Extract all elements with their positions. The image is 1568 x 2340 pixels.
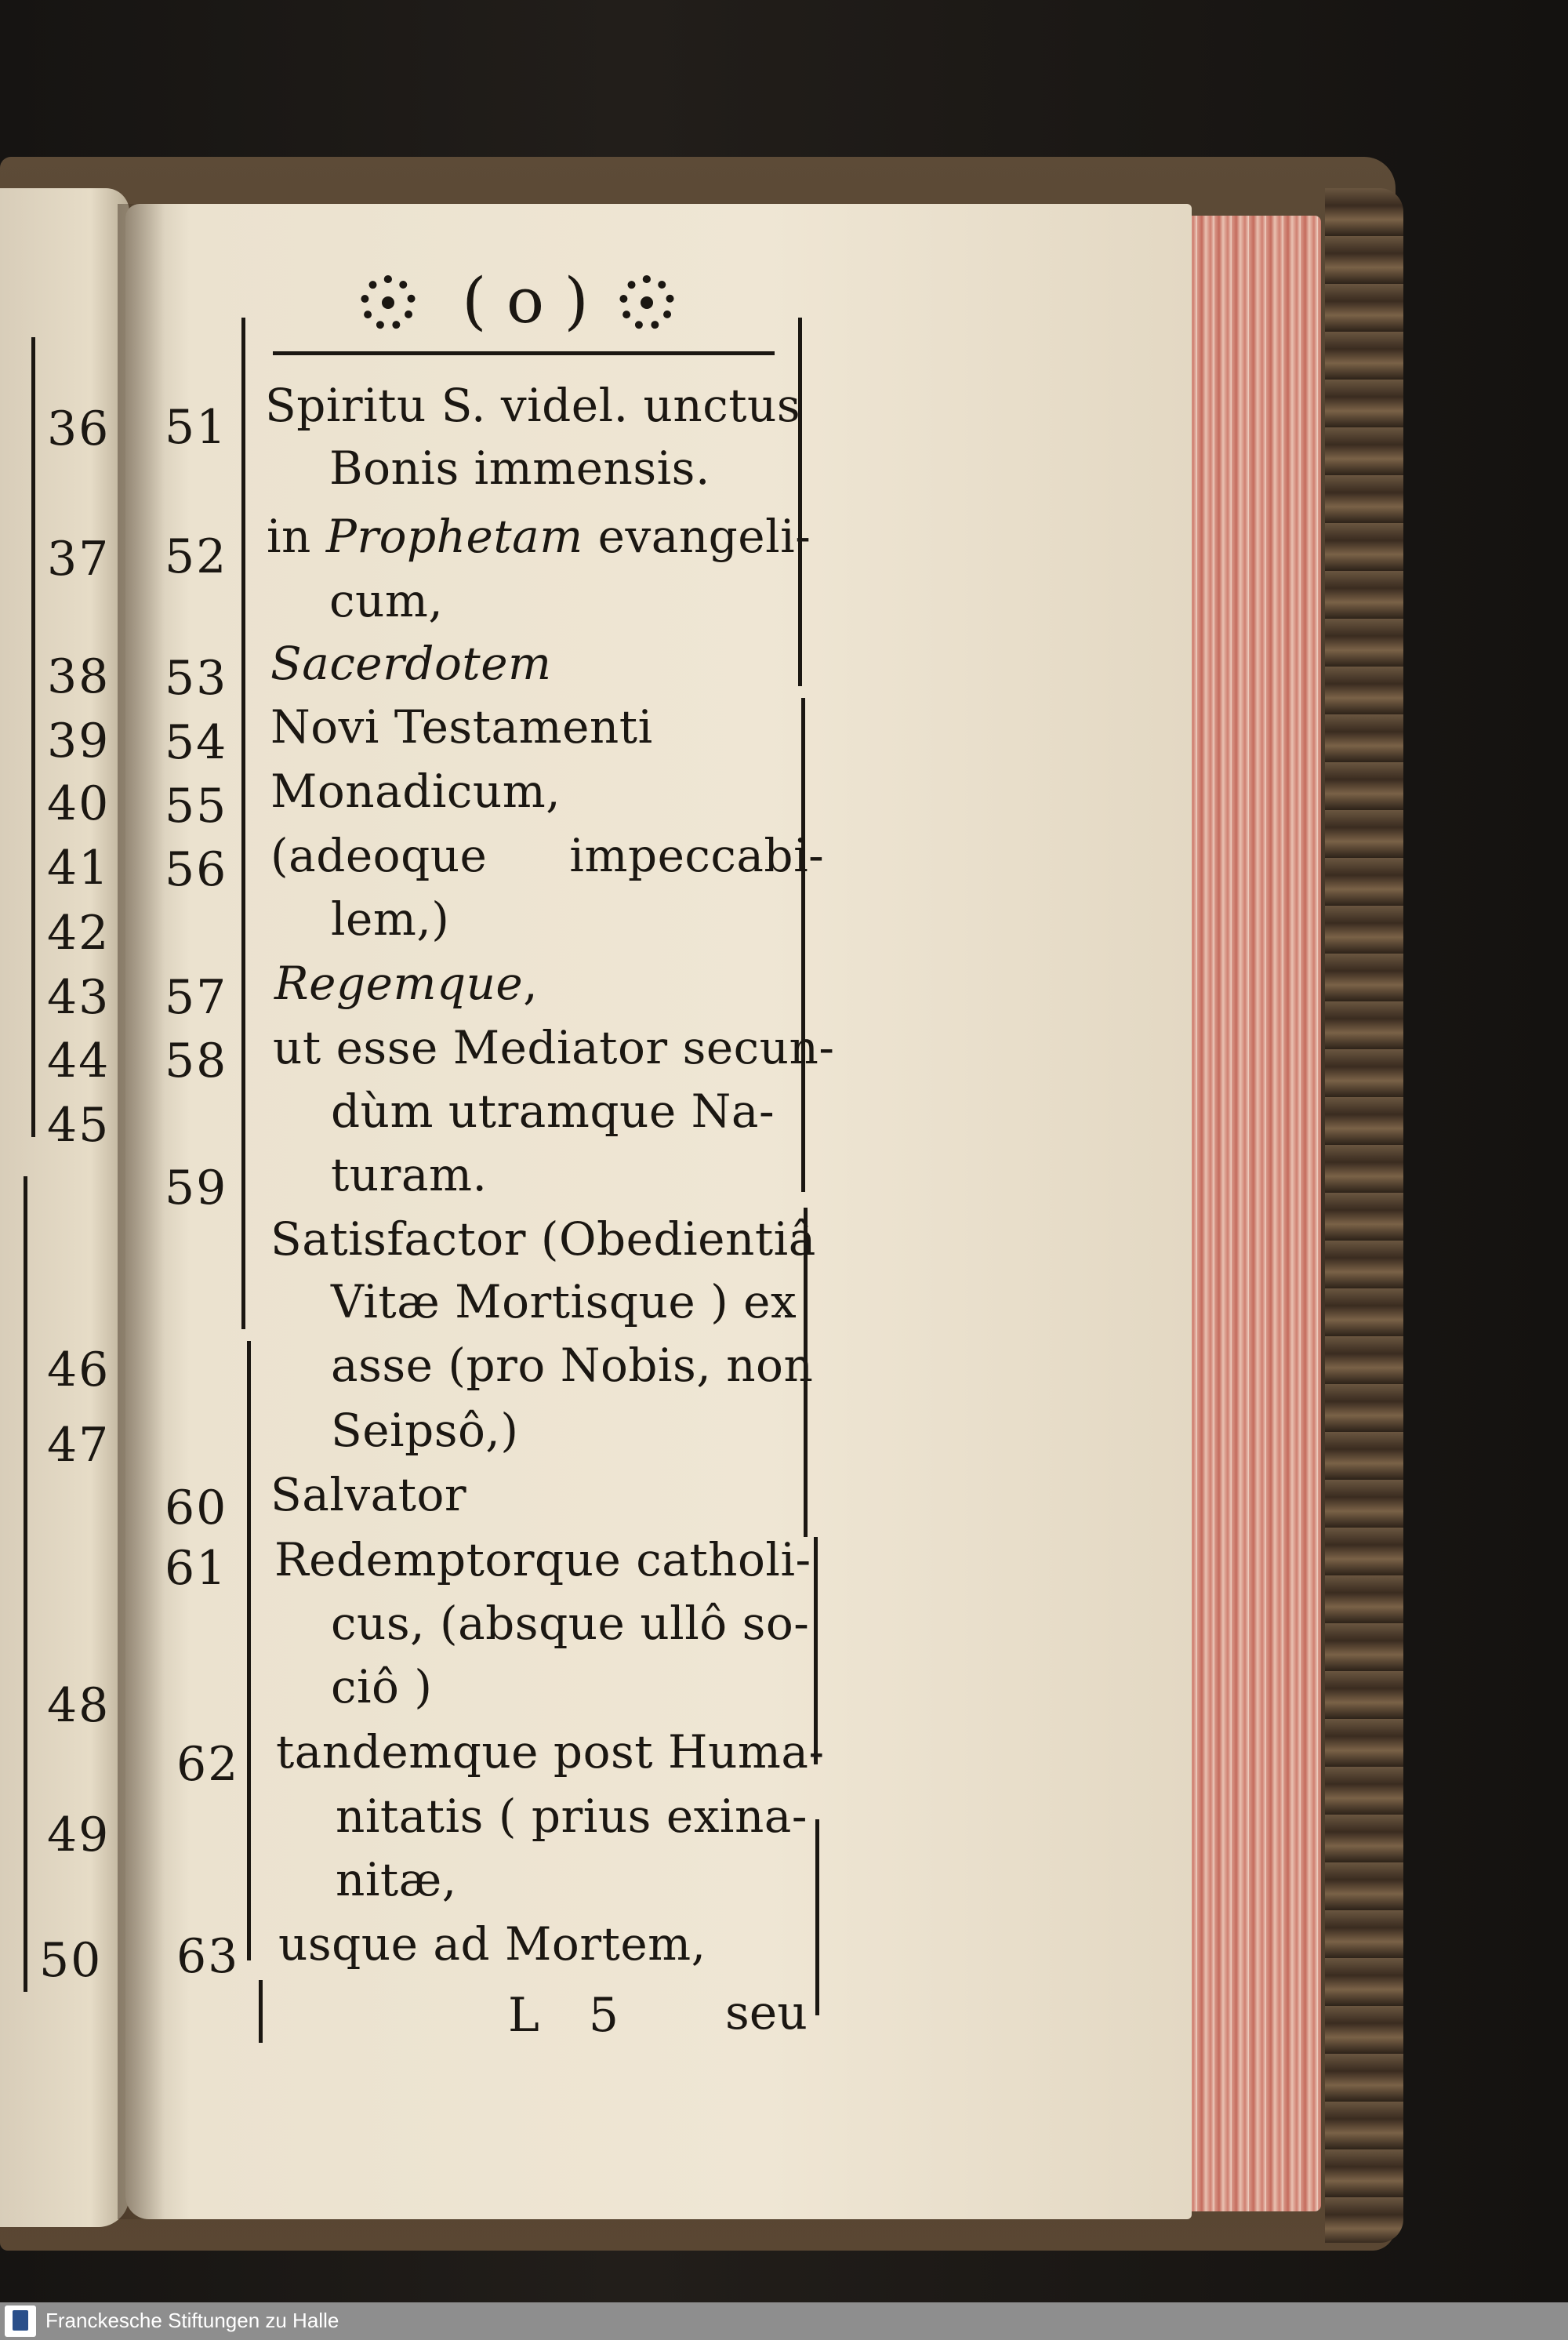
left-number: 42 xyxy=(47,906,111,961)
page-number: ( o ) xyxy=(462,264,589,337)
left-page-rule xyxy=(31,337,35,1137)
text-word: , xyxy=(523,957,539,1010)
text-line: tandemque post Huma- xyxy=(276,1725,825,1779)
text-line: Novi Testamenti xyxy=(270,700,653,754)
text-line: Seipsô,) xyxy=(331,1404,519,1457)
left-number: 39 xyxy=(47,714,111,768)
left-number: 48 xyxy=(47,1678,111,1733)
text-word: impeccabi- xyxy=(569,829,825,882)
institution-footer-bar xyxy=(0,2302,1568,2340)
left-number: 41 xyxy=(47,841,111,896)
text-word-italic: Prophetam xyxy=(325,510,583,563)
left-page xyxy=(0,188,129,2227)
text-line: Redemptorque catholi- xyxy=(274,1533,811,1586)
left-number: 40 xyxy=(47,776,111,831)
text-line: turam. xyxy=(331,1148,488,1201)
text-line: Satisfactor (Obedientiâ xyxy=(270,1212,816,1266)
catchword: seu xyxy=(725,1986,808,2040)
text-line: Spiritu S. videl. unctus xyxy=(265,379,801,432)
text-line: Vitæ Mortisque ) ex xyxy=(331,1275,797,1328)
text-line-italic: Sacerdotem xyxy=(270,637,552,690)
text-word: (adeoque xyxy=(270,829,488,882)
institution-name: Franckesche Stiftungen zu Halle xyxy=(45,2309,339,2332)
verse-number: 56 xyxy=(165,842,228,897)
verse-number: 62 xyxy=(176,1737,240,1792)
left-page-rule xyxy=(24,1176,27,1992)
left-number: 44 xyxy=(47,1034,111,1088)
text-line: Monadicum, xyxy=(270,765,561,818)
rosette-ornament-icon xyxy=(361,275,416,330)
institution-logo-icon xyxy=(5,2305,36,2337)
text-line: lem,) xyxy=(331,892,450,946)
text-line: asse (pro Nobis, non xyxy=(331,1339,814,1392)
signature-mark: L 5 xyxy=(508,1988,637,2043)
text-line: nitatis ( prius exina- xyxy=(336,1790,808,1843)
page-header xyxy=(361,264,690,341)
left-number: 45 xyxy=(47,1098,111,1153)
text-line xyxy=(270,829,824,882)
left-number: 49 xyxy=(47,1808,111,1862)
verse-number: 54 xyxy=(165,715,228,770)
verse-number: 53 xyxy=(165,651,228,706)
verse-number: 63 xyxy=(176,1929,240,1984)
left-number: 37 xyxy=(47,532,111,587)
text-line: Salvator xyxy=(270,1468,467,1521)
right-bracket-rule xyxy=(801,698,805,1192)
text-line: nitæ, xyxy=(336,1853,457,1906)
rosette-ornament-icon xyxy=(619,275,674,330)
left-number: 36 xyxy=(47,402,111,456)
text-word: evangeli- xyxy=(597,510,811,563)
left-bracket-rule xyxy=(247,1341,251,1960)
text-line: usque ad Mortem, xyxy=(278,1917,706,1971)
left-number: 46 xyxy=(47,1343,111,1397)
verse-number: 59 xyxy=(165,1161,228,1215)
verse-number: 60 xyxy=(165,1481,228,1535)
verse-number: 58 xyxy=(165,1034,228,1088)
verse-number: 57 xyxy=(165,970,228,1025)
text-word: in xyxy=(267,510,311,563)
verse-number: 51 xyxy=(165,400,228,455)
right-bracket-rule xyxy=(798,318,802,686)
gutter-shadow xyxy=(118,204,165,2219)
book-cover-edge xyxy=(1325,188,1403,2243)
text-line: ciô ) xyxy=(331,1660,433,1713)
footer-rule xyxy=(259,1980,263,2043)
text-line: dùm utramque Na- xyxy=(331,1085,775,1138)
page-edges xyxy=(1180,216,1321,2211)
left-number: 43 xyxy=(47,970,111,1025)
left-number: 50 xyxy=(39,1933,103,1988)
verse-number: 61 xyxy=(165,1541,228,1596)
text-line: Bonis immensis. xyxy=(329,441,710,495)
left-number: 47 xyxy=(47,1418,111,1473)
text-line: cum, xyxy=(329,574,444,627)
header-rule xyxy=(273,351,775,355)
left-bracket-rule xyxy=(241,318,245,1329)
text-line: ut esse Mediator secun- xyxy=(273,1021,835,1074)
text-line xyxy=(267,510,811,563)
text-line: cus, (absque ullô so- xyxy=(331,1597,810,1650)
verse-number: 52 xyxy=(165,529,228,584)
left-number: 38 xyxy=(47,649,111,704)
verse-number: 55 xyxy=(165,779,228,834)
right-bracket-rule xyxy=(815,1819,819,2015)
text-word-italic: Regemque xyxy=(274,957,524,1010)
text-line xyxy=(274,957,538,1010)
